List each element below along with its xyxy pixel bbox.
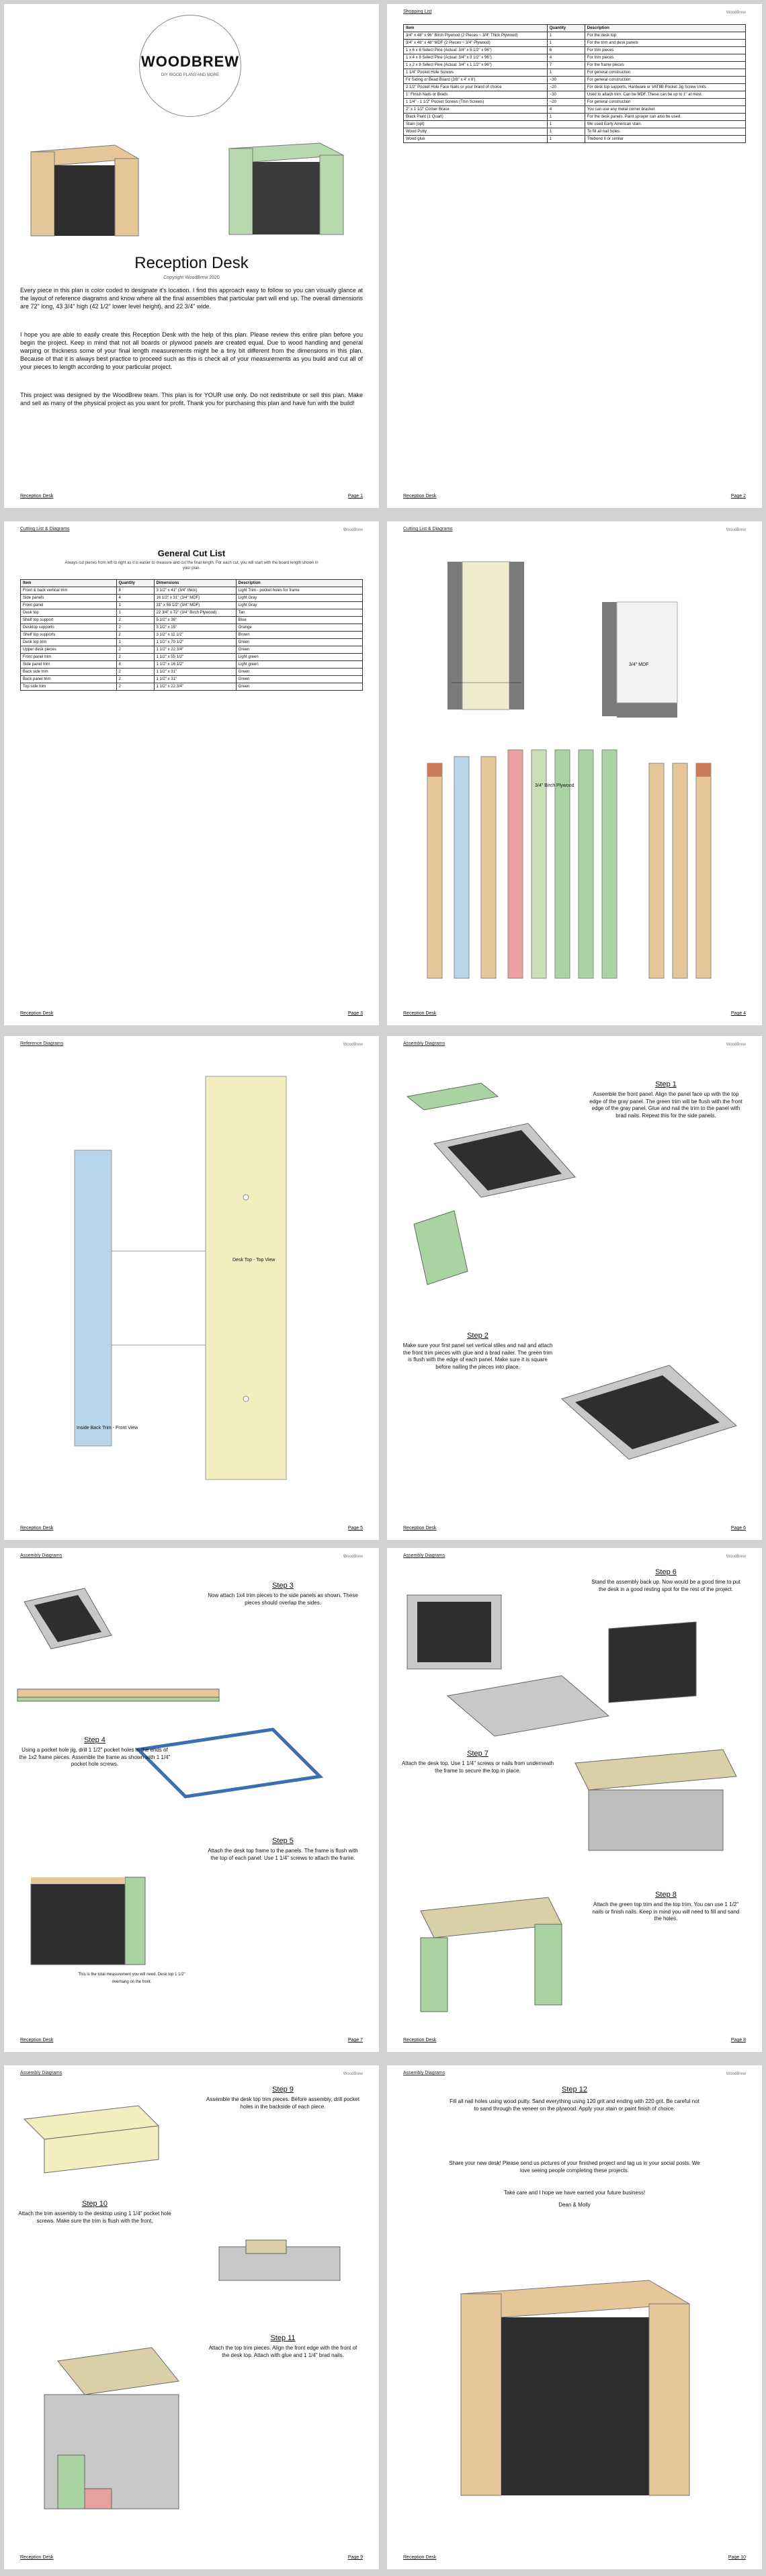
step-1-2-drawings	[387, 1049, 762, 1520]
table-cell: 16 1/2" x 31" (3/4" MDF)	[154, 595, 236, 602]
table-cell: For general construction	[585, 77, 745, 84]
footer-title: Reception Desk	[403, 2555, 437, 2560]
table-cell: Stain (opt)	[404, 121, 548, 128]
plywood-sheet-diagram	[448, 562, 524, 710]
table-row	[404, 136, 746, 143]
copyright: Copyright WoodBrew 2020	[163, 275, 220, 280]
column-header: Quantity	[116, 580, 154, 587]
page-number: Page 6	[730, 1526, 746, 1531]
section-heading: Assembly Diagrams	[20, 2071, 62, 2075]
page-reference-diagrams	[4, 1036, 379, 1540]
table-row	[404, 84, 746, 91]
site-name: WoodBrew	[343, 528, 363, 532]
table-cell: Wood glue	[404, 136, 548, 143]
table-cell: Upper desk pieces	[21, 646, 117, 654]
table-cell: 3 1/2" x 41" (3/4" thick)	[154, 587, 236, 595]
step-12-text: Fill all nail holes using wood putty. Sand everything using 120 grit and ending with 220 grit. Be careful not to sand through the veneer on the plywood. Apply your stain or paint finish of choice.	[450, 2098, 699, 2112]
section-heading: Cutting List & Diagrams	[20, 527, 70, 531]
table-row	[21, 632, 363, 639]
table-cell: Side panels	[21, 595, 117, 602]
table-row	[404, 40, 746, 47]
table-cell: For trim pieces	[585, 54, 745, 62]
table-cell: 2	[116, 646, 154, 654]
table-header-row	[21, 580, 363, 587]
shopping-table-body	[404, 32, 746, 143]
intro-paragraph: Every piece in this plan is color coded to designate it's location. I find this approach easy to follow so you can visually glance at the layout of reference diagrams and know where all the final assemblies that particular part will end up. The overall dimensions are 72" long, 43 3/4" high (42 1/2" lower level height), and 22 3/4" wide.	[20, 287, 363, 310]
desk-top-panel	[206, 1076, 286, 1479]
table-cell: 1	[547, 114, 585, 121]
table-cell: 2	[116, 632, 154, 639]
footer-title: Reception Desk	[20, 1011, 54, 1016]
table-cell: 2	[116, 654, 154, 661]
section-heading: Assembly Diagrams	[403, 2071, 445, 2075]
table-cell: 1 x 2 x 8 Select Pine (Actual: 3/4" x 1 1/2" x 96")	[404, 62, 548, 69]
step-2-heading: Step 2	[467, 1332, 488, 1340]
license-paragraph: This project was designed by the WoodBrew team. This plan is for YOUR use only. Do not redistribute or sell this plan. Make and sell as many of the physical project as you want for profit. Thank you for purchasing this plan and have fun with the build!	[20, 392, 363, 406]
shopping-table	[403, 24, 746, 143]
table-cell: Front panel	[21, 602, 117, 609]
table-cell: ~30	[547, 91, 585, 99]
table-cell: 3 1/2" x 15"	[154, 624, 236, 632]
table-cell: Green	[236, 683, 362, 691]
step-9-heading: Step 9	[272, 2086, 294, 2094]
reference-drawings	[4, 1049, 379, 1520]
table-cell: Shelf top supports	[21, 632, 117, 639]
table-cell: 1	[116, 602, 154, 609]
footer-title: Reception Desk	[20, 494, 54, 499]
desk-renderings	[4, 128, 379, 249]
column-header: Item	[21, 580, 117, 587]
table-cell: Green	[236, 646, 362, 654]
table-row	[404, 114, 746, 121]
logo-subtitle: DIY WOOD PLANS AND MORE	[161, 73, 219, 77]
table-cell: 1 1/4" Pocket Hole Screws	[404, 69, 548, 77]
step-5-heading: Step 5	[272, 1837, 294, 1845]
table-cell: 3/4" x 48" x 48" MDF (2 Pieces ~ 3/4" Plywood)	[404, 40, 548, 47]
step-11-text: Attach the top trim pieces. Align the front edge with the front of the desk top. Attach with glue and 1 1/4" brad nails.	[208, 2345, 357, 2358]
table-cell: 1 1/2" x 70 1/2"	[154, 639, 236, 646]
table-cell: Shelf top support	[21, 617, 117, 624]
table-row	[21, 676, 363, 683]
site-name: WoodBrew	[726, 1555, 746, 1559]
plywood-label: 3/4" Birch Plywood	[535, 783, 574, 788]
step-6-heading: Step 6	[655, 1568, 677, 1576]
table-cell: 5 1/2" x 36"	[154, 617, 236, 624]
table-cell: You can use any metal corner bracket	[585, 106, 745, 114]
table-cell: 1	[547, 69, 585, 77]
section-heading: Shopping List	[403, 9, 432, 14]
table-row	[21, 609, 363, 617]
table-cell: 3 1/2" x 11 1/2"	[154, 632, 236, 639]
share-text: Share your new desk! Please send us pictures of your finished project and tag us in your social posts. We love seeing people completing these projects.	[449, 2160, 700, 2174]
page-cut-diagrams	[387, 521, 762, 1025]
table-cell: Tan	[236, 609, 362, 617]
cut-list-table-body	[21, 587, 363, 691]
step-6-text: Stand the assembly back up. Now would be a good time to put the desk in a good resting spot for the rest of the project.	[591, 1579, 740, 1592]
step-4-text: Using a pocket hole jig, drill 1 1/2" pocket holes in the ends of the 1x2 frame pieces. Assemble the frame as shown with 1 1/4" pocket hole screws.	[19, 1747, 171, 1767]
table-cell: 1" Finish Nails or Brads	[404, 91, 548, 99]
site-name: WoodBrew	[343, 1555, 363, 1559]
table-row	[404, 54, 746, 62]
page-number: Page 1	[347, 494, 363, 499]
table-row	[21, 595, 363, 602]
step-1-text: Assemble the front panel. Align the panel face up with the top edge of the gray panel. The green trim will be flush with the front edge of the gray panel. Glue and nail the trim to the panel with brad nails. Repeat this for the side panels.	[589, 1091, 742, 1119]
column-header: Quantity	[547, 25, 585, 32]
page-assembly-2	[4, 1548, 379, 2052]
page-number: Page 4	[730, 1011, 746, 1016]
cut-list-title: General Cut List	[157, 548, 226, 558]
site-name: WoodBrew	[726, 2072, 746, 2076]
site-name: WoodBrew	[726, 528, 746, 532]
step-5-text: Attach the desk top frame to the panels. The frame is flush with the top of each panel. Use 1 1/4" screws to attach the frame.	[208, 1848, 358, 1861]
step-6-8-drawings	[387, 1561, 762, 2032]
table-row	[21, 624, 363, 632]
section-heading: Assembly Diagrams	[403, 1041, 445, 1046]
page-assembly-4	[4, 2065, 379, 2569]
table-cell: Black Paint (1 Quart)	[404, 114, 548, 121]
table-cell: ~20	[547, 99, 585, 106]
desk-back-render	[229, 143, 343, 234]
table-cell: Side panel trim	[21, 661, 117, 669]
table-row	[404, 121, 746, 128]
table-cell: 7	[547, 62, 585, 69]
mdf-sheet-diagram	[602, 602, 677, 718]
step-8-text: Attach the green top trim and the top trim. You can use 1 1/2" nails or finish nails. Keep in mind you will need to fill and sand the holes.	[592, 1901, 740, 1922]
column-header: Item	[404, 25, 548, 32]
table-cell: Light Trim - pocket holes for frame	[236, 587, 362, 595]
site-name: WoodBrew	[726, 1043, 746, 1047]
table-row	[21, 602, 363, 609]
table-cell: Desk top trim	[21, 639, 117, 646]
step-3-5-drawings	[4, 1561, 379, 2032]
footer-title: Reception Desk	[403, 1526, 437, 1531]
table-cell: Fir Siding or Bead Board (3/8" x 4' x 8')	[404, 77, 548, 84]
table-row	[404, 128, 746, 136]
table-cell: 1 1/2" x 22 3/4"	[154, 646, 236, 654]
table-cell: 3/4" x 48" x 96" Birch Plywood (2 Pieces ~ 3/4" Thick Plywood)	[404, 32, 548, 40]
table-cell: Desktop supports	[21, 624, 117, 632]
table-row	[21, 639, 363, 646]
table-cell: 4	[116, 661, 154, 669]
column-header: Description	[585, 25, 745, 32]
table-cell: Used to attach trim. Can be MDF. These can be up to 1" at most.	[585, 91, 745, 99]
table-cell: 2" x 1 1/2" Corner Brace	[404, 106, 548, 114]
page-number: Page 8	[730, 2038, 746, 2043]
table-cell: For the desk top	[585, 32, 745, 40]
table-cell: Back panel trim	[21, 676, 117, 683]
step-8-heading: Step 8	[655, 1891, 677, 1899]
table-cell: 1 1/4" - 1 1/2" Pocket Screws (Thin Screws)	[404, 99, 548, 106]
page-assembly-3	[387, 1548, 762, 2052]
cut-list-table	[20, 579, 363, 691]
table-row	[21, 617, 363, 624]
site-name: WoodBrew	[726, 11, 746, 15]
step-2-text: Make sure your first panel set vertical stiles and nail and attach the front trim pieces with glue and a brad nailer. The green trim is flush with the edge of each panel. Make sure it is square before nailing the pieces into place.	[402, 1342, 553, 1370]
table-cell: 1	[547, 121, 585, 128]
table-row	[404, 32, 746, 40]
step-11-heading: Step 11	[270, 2334, 296, 2342]
table-cell: 2 1/2" Pocket Hole Face Nails or your brand of choice	[404, 84, 548, 91]
table-cell: 2	[116, 624, 154, 632]
table-cell: 1 x 4 x 8 Select Pine (Actual: 3/4" x 3 1/2" x 96")	[404, 54, 548, 62]
table-cell: 2	[116, 676, 154, 683]
table-cell: 2	[116, 617, 154, 624]
table-cell: 1	[547, 32, 585, 40]
table-cell: Orange	[236, 624, 362, 632]
table-row	[404, 99, 746, 106]
table-cell: 2	[116, 683, 154, 691]
section-heading: Reference Diagrams	[20, 1041, 64, 1046]
table-row	[21, 669, 363, 676]
table-cell: We used Early American stain.	[585, 121, 745, 128]
table-cell: Titebond II or similar	[585, 136, 745, 143]
page-assembly-5	[387, 2065, 762, 2569]
cut-list-note: Always cut pieces from left to right as it is easier to measure and cut the final length. For each cut, you will start with the board length shown in your plan.	[65, 561, 318, 570]
page-cover	[4, 4, 379, 508]
footer-title: Reception Desk	[403, 494, 437, 499]
site-name: WoodBrew	[343, 1043, 363, 1047]
table-cell: 1	[547, 128, 585, 136]
section-heading: Assembly Diagrams	[20, 1553, 62, 1558]
footer-title: Reception Desk	[20, 2555, 54, 2560]
footer-title: Reception Desk	[20, 2038, 54, 2043]
table-cell: 1 1/2" x 22 3/4"	[154, 683, 236, 691]
table-cell: 1 x 6 x 8 Select Pine (Actual: 3/4" x 5 1/2" x 96")	[404, 47, 548, 54]
table-row	[404, 69, 746, 77]
table-row	[21, 654, 363, 661]
table-cell: 6	[547, 47, 585, 54]
table-cell: Blue	[236, 617, 362, 624]
signoff: Dean & Molly	[558, 2202, 591, 2208]
section-heading: Cutting List & Diagrams	[403, 527, 453, 531]
logo	[139, 15, 241, 117]
finished-desk-render	[387, 2240, 762, 2522]
table-cell: 31" x 55 1/2" (3/4" MDF)	[154, 602, 236, 609]
table-cell: 1 1/2" x 16 1/2"	[154, 661, 236, 669]
table-row	[21, 646, 363, 654]
step-3-heading: Step 3	[272, 1582, 294, 1590]
page-title: Reception Desk	[134, 254, 249, 272]
table-cell: Green	[236, 669, 362, 676]
page-number: Page 5	[347, 1526, 363, 1531]
table-cell: Light Gray	[236, 595, 362, 602]
site-name: WoodBrew	[343, 2072, 363, 2076]
back-trim-label: Inside Back Trim - Front View	[77, 1426, 138, 1430]
advice-paragraph: I hope you are able to easily create this Reception Desk with the help of this plan. Please review this entire plan before you begin the project. Keep in mind that not all boards or plywood panels are created equal. Due to wood handling and general warping or thickness some of your final length measurements might be a tiny bit different from the dimensions in this plan. Because of that it is always best practice to proceed such as this is check all of your measurements as you build and cut all of your pieces to length according to your particular project.	[20, 331, 363, 370]
table-cell: 1 1/2" x 31"	[154, 669, 236, 676]
table-cell: For trim pieces	[585, 47, 745, 54]
table-cell: 2	[116, 669, 154, 676]
table-cell: Brown	[236, 632, 362, 639]
column-header: Dimensions	[154, 580, 236, 587]
table-cell: Green	[236, 676, 362, 683]
table-row	[404, 91, 746, 99]
table-cell: Front & back vertical trim	[21, 587, 117, 595]
table-cell: Back side trim	[21, 669, 117, 676]
table-cell: 4	[116, 595, 154, 602]
table-row	[404, 77, 746, 84]
table-row	[404, 62, 746, 69]
table-cell: 1	[116, 639, 154, 646]
table-row	[404, 47, 746, 54]
table-row	[21, 661, 363, 669]
table-row	[21, 587, 363, 595]
table-cell: 1 1/2" x 31"	[154, 676, 236, 683]
page-number: Page 7	[347, 2038, 363, 2043]
page-cut-list	[4, 521, 379, 1025]
step-4-heading: Step 4	[84, 1736, 105, 1744]
table-cell: Light Gray	[236, 602, 362, 609]
page-number: Page 10	[728, 2555, 746, 2560]
thanks-text: Take care and I hope we have earned your future business!	[503, 2190, 646, 2196]
table-cell: To fill all nail holes.	[585, 128, 745, 136]
table-cell: 8	[116, 587, 154, 595]
table-cell: ~20	[547, 84, 585, 91]
step-10-text: Attach the trim assembly to the desktop using 1 1/4" pocket hole screws. Make sure the trim is flush with the front.	[18, 2210, 171, 2224]
step-12-heading: Step 12	[562, 2086, 587, 2094]
table-cell: For the trim and desk panels	[585, 40, 745, 47]
page-number: Page 9	[347, 2555, 363, 2560]
table-cell: For the frame pieces	[585, 62, 745, 69]
inside-back-trim	[75, 1150, 112, 1446]
table-cell: 1	[547, 40, 585, 47]
table-cell: Desk top	[21, 609, 117, 617]
step-10-heading: Step 10	[82, 2200, 108, 2208]
desk-front-render	[31, 145, 138, 236]
section-heading: Assembly Diagrams	[403, 1553, 445, 1558]
table-cell: 1	[116, 609, 154, 617]
footer-title: Reception Desk	[403, 1011, 437, 1016]
table-cell: 1	[547, 136, 585, 143]
table-cell: Light green	[236, 654, 362, 661]
table-cell: Front panel trim	[21, 654, 117, 661]
page-number: Page 2	[730, 494, 746, 499]
page-number: Page 3	[347, 1011, 363, 1016]
step-9-11-drawings	[4, 2079, 379, 2549]
footer-title: Reception Desk	[20, 1526, 54, 1531]
table-cell: Light green	[236, 661, 362, 669]
step-3-text: Now attach 1x4 trim pieces to the side panels as shown. These pieces should overlap the sides.	[208, 1592, 358, 1606]
cut-diagrams	[387, 535, 762, 1005]
table-cell: ~30	[547, 77, 585, 84]
page-shopping-list	[387, 4, 762, 508]
table-row	[404, 106, 746, 114]
step-5-note: This is the total measurement you will need. Desk top 1 1/2" overhang on the front.	[78, 1973, 185, 1984]
table-cell: For the desk panels. Paint sprayer can also be used.	[585, 114, 745, 121]
table-cell: For desk top supports. Hardware or VAT8B Pocket Jig Screw Units	[585, 84, 745, 91]
table-cell: Green	[236, 639, 362, 646]
table-cell: Top side trim	[21, 683, 117, 691]
table-row	[21, 683, 363, 691]
page-assembly-1	[387, 1036, 762, 1540]
step-9-text: Assemble the desk top trim pieces. Before assembly, drill pocket holes in the backside of each piece.	[206, 2096, 359, 2110]
logo-title: WOODBREW	[140, 53, 240, 70]
table-cell: 4	[547, 106, 585, 114]
table-cell: 22 3/4" x 72" (3/4" Birch Plywood)	[154, 609, 236, 617]
table-cell: Wood Putty	[404, 128, 548, 136]
table-cell: 1 1/2" x 55 1/2"	[154, 654, 236, 661]
step-1-heading: Step 1	[655, 1080, 677, 1088]
desk-top-label: Desk Top - Top View	[232, 1258, 275, 1262]
mdf-label: 3/4" MDF	[629, 662, 649, 667]
table-header-row	[404, 25, 746, 32]
footer-title: Reception Desk	[403, 2038, 437, 2043]
step-7-text: Attach the desk top. Use 1 1/4" screws or nails from underneath the frame to secure the top in place.	[401, 1760, 554, 1774]
table-cell: For general construction	[585, 69, 745, 77]
table-cell: 4	[547, 54, 585, 62]
step-7-heading: Step 7	[467, 1750, 488, 1758]
column-header: Description	[236, 580, 362, 587]
table-cell: For general construction	[585, 99, 745, 106]
